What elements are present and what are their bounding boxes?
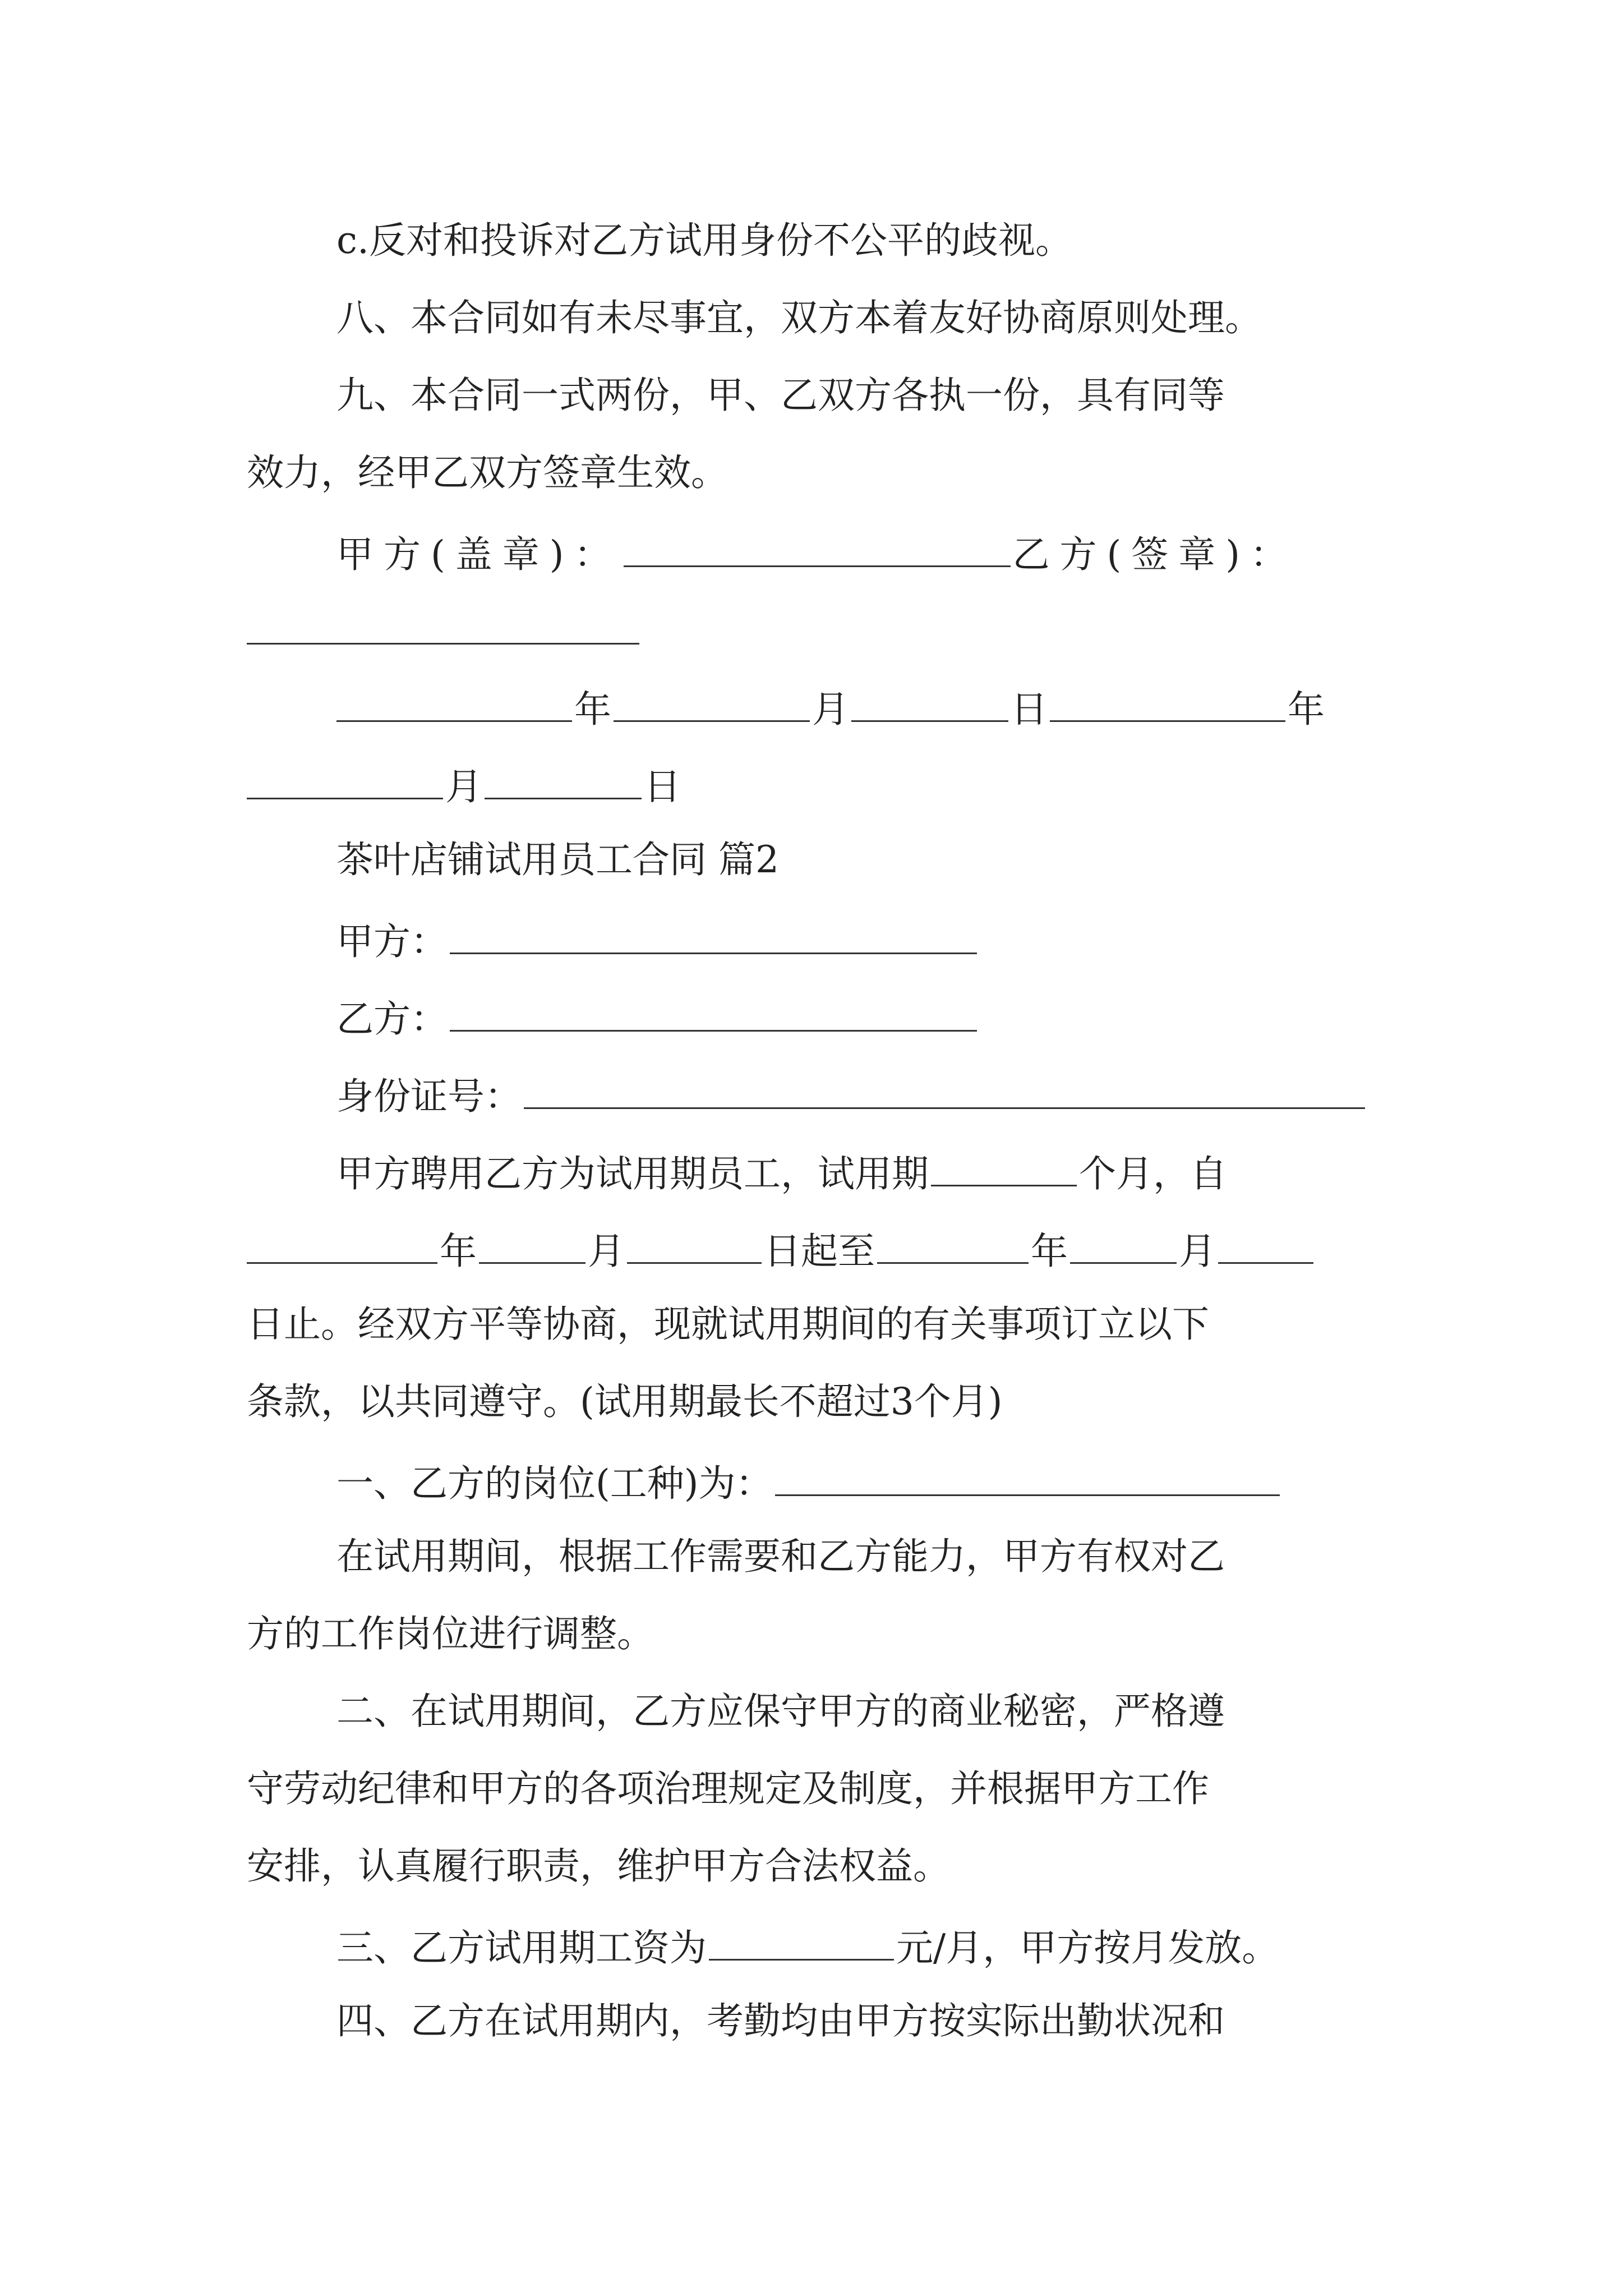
date-a-day-blank [851, 687, 1008, 722]
start-month-label: 月 [588, 1230, 625, 1273]
start-day-blank [627, 1228, 762, 1264]
clause-2-line-3: 安排，认真履行职责，维护甲方合法权益。 [247, 1844, 950, 1888]
end-day-blank [1218, 1228, 1313, 1264]
start-year-blank [247, 1228, 437, 1264]
clause-3-text-b: 元/月，甲方按月发放。 [896, 1926, 1279, 1970]
end-year-blank [877, 1228, 1029, 1264]
clause-c-line: c.反对和投诉对乙方试用身份不公平的歧视。 [336, 219, 1072, 262]
clause-1-paragraph-line-1: 在试用期间，根据工作需要和乙方能力，甲方有权对乙 [336, 1535, 1225, 1578]
date-a-day-label: 日 [1011, 688, 1048, 731]
party-a-seal-label: 甲方(盖章)： [336, 533, 621, 576]
p1-text-b: 个月，自 [1079, 1152, 1227, 1195]
party-b-sign-label: 乙方(签章)： [1012, 533, 1297, 576]
date-b-day-label: 日 [644, 765, 681, 808]
position-blank [775, 1461, 1280, 1496]
date-a-year-label: 年 [574, 688, 611, 731]
end-month-blank [1070, 1228, 1177, 1264]
signature-line [336, 532, 1391, 576]
party-a-seal-blank [624, 532, 1011, 567]
paragraph-1-line-2 [247, 1228, 1391, 1273]
clause-9-line-1: 九、本合同一式两份，甲、乙双方各执一份，具有同等 [336, 374, 1225, 417]
clause-9-line-2: 效力，经甲乙双方签章生效。 [247, 451, 728, 494]
date-a-year-blank [336, 687, 572, 722]
date-b-year-blank [1050, 687, 1285, 722]
paragraph-1-line-3: 日止。经双方平等协商，现就试用期间的有关事项订立以下 [247, 1303, 1209, 1346]
party-b-sign-blank-line [247, 609, 1391, 651]
id-number-line [336, 1074, 1391, 1118]
clause-1-line [336, 1461, 1391, 1505]
clause-4-line: 四、乙方在试用期内，考勤均由甲方按实际出勤状况和 [336, 1999, 1225, 2042]
clause-8-line: 八、本合同如有未尽事宜，双方本着友好协商原则处理。 [336, 296, 1262, 339]
date-a-month-label: 月 [812, 688, 849, 731]
clause-1-label: 一、乙方的岗位(工种)为： [336, 1462, 773, 1505]
date-b-day-blank [485, 764, 642, 799]
trial-months-blank [931, 1151, 1077, 1186]
clause-3-line [336, 1925, 1391, 1970]
clause-2-line-2: 守劳动纪律和甲方的各项治理规定及制度，并根据甲方工作 [247, 1767, 1209, 1810]
party-a-line [336, 919, 1391, 963]
party-b-sign-blank [247, 609, 639, 645]
end-month-label: 月 [1179, 1230, 1216, 1273]
id-number-label: 身份证号： [336, 1075, 522, 1118]
party-a-label: 甲方： [336, 920, 448, 963]
party-b-blank [450, 996, 977, 1032]
date-line-2 [247, 764, 1391, 806]
paragraph-1-line-1 [336, 1151, 1391, 1193]
paragraph-1-line-4: 条款，以共同遵守。(试用期最长不超过3个月) [247, 1380, 1003, 1423]
salary-blank [709, 1925, 894, 1961]
clause-1-paragraph-line-2: 方的工作岗位进行调整。 [247, 1612, 654, 1655]
start-month-blank [479, 1228, 585, 1264]
clause-2-line-1: 二、在试用期间，乙方应保守甲方的商业秘密，严格遵 [336, 1690, 1225, 1733]
date-line [336, 687, 1391, 731]
clause-3-text-a: 三、乙方试用期工资为 [336, 1926, 707, 1970]
section-title: 茶叶店铺试用员工合同 篇2 [336, 838, 779, 881]
party-b-label: 乙方： [336, 997, 448, 1041]
end-year-label: 年 [1031, 1230, 1068, 1273]
date-b-month-label: 月 [445, 765, 482, 808]
party-a-blank [450, 919, 977, 954]
party-b-line [336, 996, 1391, 1041]
p1-text-a: 甲方聘用乙方为试用期员工，试用期 [336, 1152, 929, 1195]
date-a-month-blank [614, 687, 810, 722]
date-b-year-label: 年 [1288, 688, 1325, 731]
start-day-label: 日起至 [764, 1230, 875, 1273]
date-b-month-blank [247, 764, 443, 799]
start-year-label: 年 [440, 1230, 477, 1273]
id-number-blank [524, 1074, 1365, 1109]
